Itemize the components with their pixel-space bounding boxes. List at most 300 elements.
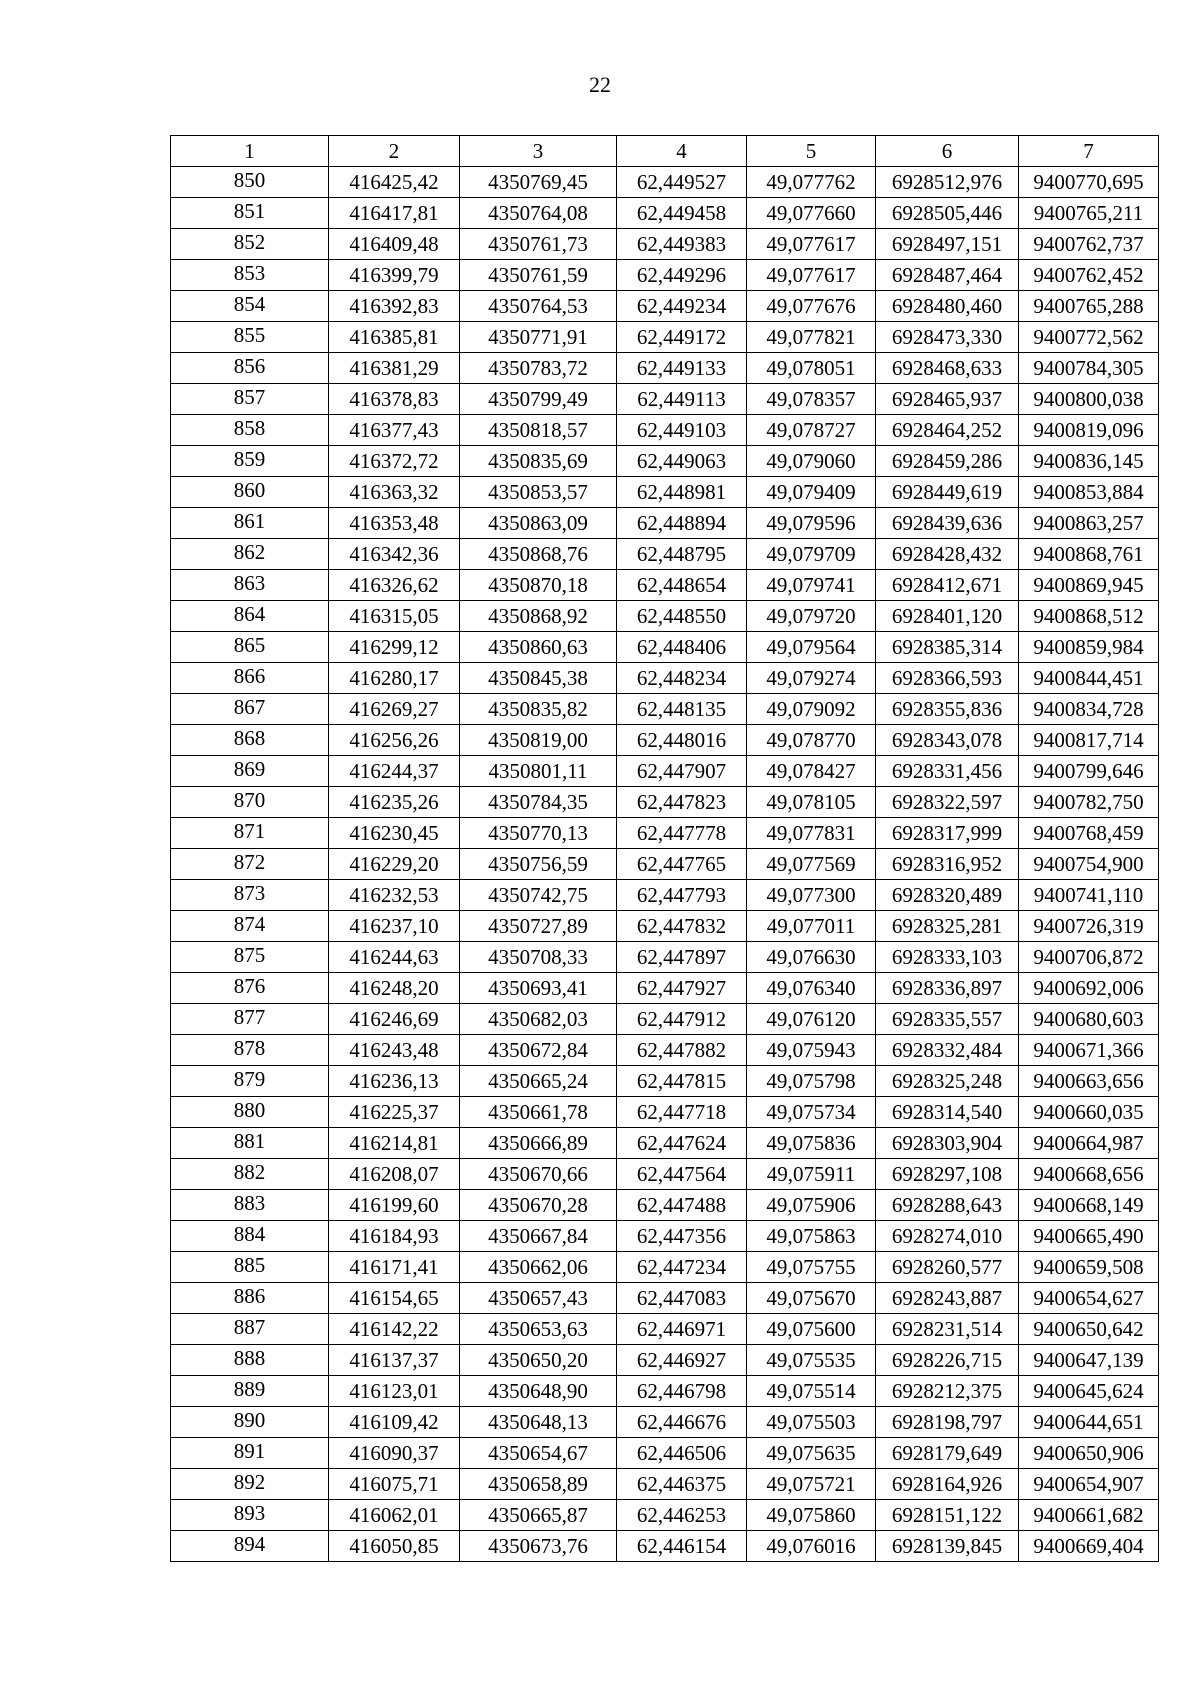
table-cell-col-2: 416392,83: [329, 291, 460, 322]
table-cell-col-6: 6928428,432: [876, 539, 1019, 570]
table-cell-col-7: 9400754,900: [1019, 849, 1159, 880]
table-cell-col-3: 4350819,00: [460, 725, 617, 756]
table-cell-col-4: 62,446927: [617, 1345, 747, 1376]
table-cell-col-2: 416062,01: [329, 1500, 460, 1531]
table-row: [171, 322, 1159, 353]
table-cell-col-1: 885: [171, 1252, 329, 1283]
table-row: [171, 725, 1159, 756]
table-cell-col-5: 49,077660: [747, 198, 876, 229]
table-cell-col-4: 62,448981: [617, 477, 747, 508]
table-cell-col-5: 49,075836: [747, 1128, 876, 1159]
table-cell-col-7: 9400654,627: [1019, 1283, 1159, 1314]
table-cell-col-1: 874: [171, 911, 329, 942]
table-cell-col-5: 49,079274: [747, 663, 876, 694]
table-row: [171, 1283, 1159, 1314]
table-cell-col-2: 416244,37: [329, 756, 460, 787]
table-cell-col-6: 6928459,286: [876, 446, 1019, 477]
table-cell-col-6: 6928260,577: [876, 1252, 1019, 1283]
table-cell-col-7: 9400726,319: [1019, 911, 1159, 942]
table-cell-col-4: 62,448894: [617, 508, 747, 539]
table-cell-col-5: 49,075535: [747, 1345, 876, 1376]
table-cell-col-4: 62,449527: [617, 167, 747, 198]
table-cell-col-2: 416385,81: [329, 322, 460, 353]
table-cell-col-3: 4350868,92: [460, 601, 617, 632]
table-cell-col-3: 4350853,57: [460, 477, 617, 508]
table-cell-col-4: 62,449133: [617, 353, 747, 384]
table-cell-col-5: 49,077617: [747, 260, 876, 291]
table-cell-col-6: 6928303,904: [876, 1128, 1019, 1159]
table-row: [171, 663, 1159, 694]
table-cell-col-4: 62,447356: [617, 1221, 747, 1252]
table-cell-col-4: 62,449172: [617, 322, 747, 353]
table-row: [171, 694, 1159, 725]
table-cell-col-7: 9400817,714: [1019, 725, 1159, 756]
table-cell-col-6: 6928297,108: [876, 1159, 1019, 1190]
table-cell-col-7: 9400765,211: [1019, 198, 1159, 229]
table-cell-col-7: 9400654,907: [1019, 1469, 1159, 1500]
table-cell-col-7: 9400660,035: [1019, 1097, 1159, 1128]
table-cell-col-3: 4350756,59: [460, 849, 617, 880]
table-cell-col-5: 49,075798: [747, 1066, 876, 1097]
table-cell-col-3: 4350845,38: [460, 663, 617, 694]
table-cell-col-7: 9400669,404: [1019, 1531, 1159, 1562]
table-cell-col-3: 4350667,84: [460, 1221, 617, 1252]
table-cell-col-5: 49,079564: [747, 632, 876, 663]
table-cell-col-3: 4350654,67: [460, 1438, 617, 1469]
table-row: [171, 1469, 1159, 1500]
table-cell-col-5: 49,078427: [747, 756, 876, 787]
table-cell-col-3: 4350860,63: [460, 632, 617, 663]
table-cell-col-2: 416353,48: [329, 508, 460, 539]
table-cell-col-4: 62,449383: [617, 229, 747, 260]
table-cell-col-3: 4350764,53: [460, 291, 617, 322]
table-cell-col-2: 416269,27: [329, 694, 460, 725]
table-row: [171, 756, 1159, 787]
table-cell-col-6: 6928325,281: [876, 911, 1019, 942]
table-row: [171, 911, 1159, 942]
table-cell-col-5: 49,079720: [747, 601, 876, 632]
table-cell-col-2: 416109,42: [329, 1407, 460, 1438]
table-cell-col-7: 9400859,984: [1019, 632, 1159, 663]
table-cell-col-1: 886: [171, 1283, 329, 1314]
table-cell-col-5: 49,077300: [747, 880, 876, 911]
table-cell-col-4: 62,447823: [617, 787, 747, 818]
table-cell-col-1: 863: [171, 570, 329, 601]
table-cell-col-4: 62,448406: [617, 632, 747, 663]
table-row: [171, 787, 1159, 818]
table-cell-col-5: 49,075906: [747, 1190, 876, 1221]
table-cell-col-1: 884: [171, 1221, 329, 1252]
table-cell-col-7: 9400668,656: [1019, 1159, 1159, 1190]
table-cell-col-1: 867: [171, 694, 329, 725]
table-cell-col-1: 894: [171, 1531, 329, 1562]
table-cell-col-3: 4350657,43: [460, 1283, 617, 1314]
table-cell-col-2: 416244,63: [329, 942, 460, 973]
table-cell-col-2: 416299,12: [329, 632, 460, 663]
table-cell-col-2: 416184,93: [329, 1221, 460, 1252]
table-cell-col-4: 62,447488: [617, 1190, 747, 1221]
table-cell-col-2: 416137,37: [329, 1345, 460, 1376]
table-cell-col-7: 9400868,761: [1019, 539, 1159, 570]
table-cell-col-4: 62,446506: [617, 1438, 747, 1469]
table-cell-col-5: 49,078770: [747, 725, 876, 756]
table-row: [171, 1252, 1159, 1283]
table-cell-col-6: 6928505,446: [876, 198, 1019, 229]
table-cell-col-4: 62,447815: [617, 1066, 747, 1097]
table-row: [171, 198, 1159, 229]
table-cell-col-7: 9400762,737: [1019, 229, 1159, 260]
table-cell-col-4: 62,447718: [617, 1097, 747, 1128]
table-row: [171, 415, 1159, 446]
table-cell-col-6: 6928449,619: [876, 477, 1019, 508]
table-cell-col-5: 49,076016: [747, 1531, 876, 1562]
table-cell-col-7: 9400800,038: [1019, 384, 1159, 415]
table-cell-col-2: 416409,48: [329, 229, 460, 260]
table-cell-col-3: 4350771,91: [460, 322, 617, 353]
table-cell-col-7: 9400868,512: [1019, 601, 1159, 632]
table-cell-col-6: 6928231,514: [876, 1314, 1019, 1345]
table-cell-col-4: 62,448135: [617, 694, 747, 725]
table-cell-col-2: 416075,71: [329, 1469, 460, 1500]
table-cell-col-4: 62,448016: [617, 725, 747, 756]
table-cell-col-5: 49,077011: [747, 911, 876, 942]
table-cell-col-6: 6928331,456: [876, 756, 1019, 787]
table-cell-col-4: 62,447564: [617, 1159, 747, 1190]
table-cell-col-3: 4350665,24: [460, 1066, 617, 1097]
table-cell-col-1: 889: [171, 1376, 329, 1407]
table-cell-col-1: 892: [171, 1469, 329, 1500]
table-row: [171, 353, 1159, 384]
table-cell-col-2: 416154,65: [329, 1283, 460, 1314]
table-row: [171, 849, 1159, 880]
table-cell-col-7: 9400765,288: [1019, 291, 1159, 322]
table-cell-col-3: 4350769,45: [460, 167, 617, 198]
table-cell-col-1: 853: [171, 260, 329, 291]
table-cell-col-3: 4350658,89: [460, 1469, 617, 1500]
table-cell-col-7: 9400869,945: [1019, 570, 1159, 601]
table-cell-col-1: 859: [171, 446, 329, 477]
table-cell-col-2: 416229,20: [329, 849, 460, 880]
table-cell-col-1: 871: [171, 818, 329, 849]
table-cell-col-4: 62,447234: [617, 1252, 747, 1283]
table-cell-col-2: 416246,69: [329, 1004, 460, 1035]
table-cell-col-2: 416248,20: [329, 973, 460, 1004]
table-cell-col-2: 416342,36: [329, 539, 460, 570]
table-cell-col-5: 49,079409: [747, 477, 876, 508]
table-cell-col-3: 4350670,66: [460, 1159, 617, 1190]
table-cell-col-1: 873: [171, 880, 329, 911]
table-cell-col-2: 416363,32: [329, 477, 460, 508]
table-cell-col-7: 9400741,110: [1019, 880, 1159, 911]
table-cell-col-1: 869: [171, 756, 329, 787]
table-cell-col-2: 416225,37: [329, 1097, 460, 1128]
table-cell-col-4: 62,449234: [617, 291, 747, 322]
table-cell-col-5: 49,075600: [747, 1314, 876, 1345]
table-cell-col-1: 878: [171, 1035, 329, 1066]
table-row: [171, 1438, 1159, 1469]
table-cell-col-4: 62,446971: [617, 1314, 747, 1345]
table-row: [171, 539, 1159, 570]
table-cell-col-5: 49,075503: [747, 1407, 876, 1438]
table-cell-col-7: 9400782,750: [1019, 787, 1159, 818]
table-cell-col-4: 62,448550: [617, 601, 747, 632]
table-row: [171, 1128, 1159, 1159]
table-cell-col-3: 4350666,89: [460, 1128, 617, 1159]
table-row: [171, 880, 1159, 911]
table-cell-col-7: 9400784,305: [1019, 353, 1159, 384]
table-cell-col-7: 9400668,149: [1019, 1190, 1159, 1221]
table-cell-col-6: 6928288,643: [876, 1190, 1019, 1221]
table-cell-col-1: 866: [171, 663, 329, 694]
table-cell-col-2: 416425,42: [329, 167, 460, 198]
table-row: [171, 1066, 1159, 1097]
table-cell-col-2: 416378,83: [329, 384, 460, 415]
table-cell-col-2: 416256,26: [329, 725, 460, 756]
table-cell-col-7: 9400768,459: [1019, 818, 1159, 849]
table-cell-col-4: 62,449458: [617, 198, 747, 229]
table-cell-col-1: 854: [171, 291, 329, 322]
table-cell-col-5: 49,075514: [747, 1376, 876, 1407]
table-cell-col-5: 49,075635: [747, 1438, 876, 1469]
table-cell-col-3: 4350761,73: [460, 229, 617, 260]
table-row: [171, 1531, 1159, 1562]
table-cell-col-4: 62,447927: [617, 973, 747, 1004]
table-cell-col-1: 888: [171, 1345, 329, 1376]
table-cell-col-4: 62,447912: [617, 1004, 747, 1035]
table-cell-col-5: 49,077762: [747, 167, 876, 198]
table-cell-col-2: 416123,01: [329, 1376, 460, 1407]
table-cell-col-2: 416142,22: [329, 1314, 460, 1345]
table-cell-col-5: 49,075734: [747, 1097, 876, 1128]
table-row: [171, 818, 1159, 849]
table-cell-col-2: 416237,10: [329, 911, 460, 942]
table-row: [171, 1407, 1159, 1438]
table-cell-col-6: 6928317,999: [876, 818, 1019, 849]
table-cell-col-1: 891: [171, 1438, 329, 1469]
table-cell-col-5: 49,075721: [747, 1469, 876, 1500]
table-cell-col-1: 850: [171, 167, 329, 198]
column-header-4: 4: [617, 136, 747, 167]
table-cell-col-1: 876: [171, 973, 329, 1004]
table-cell-col-7: 9400680,603: [1019, 1004, 1159, 1035]
table-cell-col-6: 6928333,103: [876, 942, 1019, 973]
table-cell-col-1: 858: [171, 415, 329, 446]
table-cell-col-1: 887: [171, 1314, 329, 1345]
table-cell-col-4: 62,448654: [617, 570, 747, 601]
table-row: [171, 1190, 1159, 1221]
table-cell-col-6: 6928468,633: [876, 353, 1019, 384]
table-cell-col-7: 9400650,642: [1019, 1314, 1159, 1345]
table-cell-col-5: 49,077831: [747, 818, 876, 849]
table-cell-col-2: 416171,41: [329, 1252, 460, 1283]
column-header-6: 6: [876, 136, 1019, 167]
table-cell-col-5: 49,075863: [747, 1221, 876, 1252]
table-cell-col-2: 416243,48: [329, 1035, 460, 1066]
table-cell-col-4: 62,447897: [617, 942, 747, 973]
table-cell-col-7: 9400762,452: [1019, 260, 1159, 291]
table-cell-col-6: 6928343,078: [876, 725, 1019, 756]
table-cell-col-7: 9400834,728: [1019, 694, 1159, 725]
table-row: [171, 1376, 1159, 1407]
table-row: [171, 1314, 1159, 1345]
table-cell-col-6: 6928322,597: [876, 787, 1019, 818]
table-cell-col-5: 49,079741: [747, 570, 876, 601]
table-cell-col-6: 6928179,649: [876, 1438, 1019, 1469]
table-cell-col-6: 6928164,926: [876, 1469, 1019, 1500]
table-cell-col-3: 4350742,75: [460, 880, 617, 911]
table-cell-col-3: 4350818,57: [460, 415, 617, 446]
table-cell-col-2: 416417,81: [329, 198, 460, 229]
table-cell-col-1: 879: [171, 1066, 329, 1097]
table-cell-col-1: 882: [171, 1159, 329, 1190]
table-cell-col-1: 862: [171, 539, 329, 570]
table-cell-col-4: 62,446154: [617, 1531, 747, 1562]
table-cell-col-6: 6928464,252: [876, 415, 1019, 446]
table-cell-col-7: 9400663,656: [1019, 1066, 1159, 1097]
table-cell-col-4: 62,449296: [617, 260, 747, 291]
page-number: 22: [589, 72, 611, 97]
table-cell-col-3: 4350653,63: [460, 1314, 617, 1345]
table-cell-col-6: 6928325,248: [876, 1066, 1019, 1097]
table-cell-col-7: 9400661,682: [1019, 1500, 1159, 1531]
table-cell-col-3: 4350661,78: [460, 1097, 617, 1128]
table-cell-col-6: 6928465,937: [876, 384, 1019, 415]
table-cell-col-5: 49,075911: [747, 1159, 876, 1190]
header-row: [171, 136, 1159, 167]
table-cell-col-2: 416236,13: [329, 1066, 460, 1097]
column-header-1: 1: [171, 136, 329, 167]
table-cell-col-1: 861: [171, 508, 329, 539]
table-cell-col-2: 416381,29: [329, 353, 460, 384]
table-cell-col-3: 4350673,76: [460, 1531, 617, 1562]
table-cell-col-2: 416208,07: [329, 1159, 460, 1190]
table-cell-col-7: 9400863,257: [1019, 508, 1159, 539]
table-cell-col-6: 6928274,010: [876, 1221, 1019, 1252]
table-cell-col-7: 9400664,987: [1019, 1128, 1159, 1159]
table-cell-col-3: 4350801,11: [460, 756, 617, 787]
table-cell-col-4: 62,447907: [617, 756, 747, 787]
table-cell-col-1: 865: [171, 632, 329, 663]
table-cell-col-6: 6928480,460: [876, 291, 1019, 322]
table-cell-col-3: 4350784,35: [460, 787, 617, 818]
table-row: [171, 1221, 1159, 1252]
table-cell-col-2: 416315,05: [329, 601, 460, 632]
table-cell-col-1: 864: [171, 601, 329, 632]
table-row: [171, 1004, 1159, 1035]
table-cell-col-7: 9400647,139: [1019, 1345, 1159, 1376]
table-cell-col-4: 62,448234: [617, 663, 747, 694]
table-cell-col-4: 62,447793: [617, 880, 747, 911]
table-cell-col-1: 856: [171, 353, 329, 384]
table-cell-col-5: 49,076630: [747, 942, 876, 973]
table-cell-col-4: 62,446375: [617, 1469, 747, 1500]
table-cell-col-5: 49,078357: [747, 384, 876, 415]
table-cell-col-4: 62,447765: [617, 849, 747, 880]
table-cell-col-1: 870: [171, 787, 329, 818]
table-cell-col-1: 855: [171, 322, 329, 353]
table-cell-col-1: 851: [171, 198, 329, 229]
table-cell-col-6: 6928335,557: [876, 1004, 1019, 1035]
table-cell-col-1: 877: [171, 1004, 329, 1035]
table-cell-col-7: 9400772,562: [1019, 322, 1159, 353]
table-cell-col-4: 62,447624: [617, 1128, 747, 1159]
table-row: [171, 291, 1159, 322]
table-cell-col-6: 6928385,314: [876, 632, 1019, 663]
table-cell-col-3: 4350662,06: [460, 1252, 617, 1283]
table-cell-col-7: 9400665,490: [1019, 1221, 1159, 1252]
table-cell-col-5: 49,078727: [747, 415, 876, 446]
table-cell-col-5: 49,079596: [747, 508, 876, 539]
table-cell-col-3: 4350665,87: [460, 1500, 617, 1531]
table-cell-col-1: 875: [171, 942, 329, 973]
table-cell-col-4: 62,448795: [617, 539, 747, 570]
table-cell-col-4: 62,446676: [617, 1407, 747, 1438]
table-cell-col-7: 9400644,651: [1019, 1407, 1159, 1438]
table-body: [171, 167, 1159, 1562]
column-header-2: 2: [329, 136, 460, 167]
table-row: [171, 1097, 1159, 1128]
table-cell-col-5: 49,075943: [747, 1035, 876, 1066]
table-row: [171, 508, 1159, 539]
table-cell-col-2: 416230,45: [329, 818, 460, 849]
table-cell-col-7: 9400671,366: [1019, 1035, 1159, 1066]
table-cell-col-2: 416326,62: [329, 570, 460, 601]
table-cell-col-5: 49,077617: [747, 229, 876, 260]
table-cell-col-5: 49,075670: [747, 1283, 876, 1314]
table-cell-col-7: 9400692,006: [1019, 973, 1159, 1004]
table-cell-col-7: 9400706,872: [1019, 942, 1159, 973]
table-cell-col-1: 883: [171, 1190, 329, 1221]
table-cell-col-4: 62,447882: [617, 1035, 747, 1066]
table-cell-col-6: 6928497,151: [876, 229, 1019, 260]
table-cell-col-6: 6928355,836: [876, 694, 1019, 725]
table-cell-col-6: 6928512,976: [876, 167, 1019, 198]
table-cell-col-5: 49,078105: [747, 787, 876, 818]
table-cell-col-4: 62,449103: [617, 415, 747, 446]
table-cell-col-7: 9400770,695: [1019, 167, 1159, 198]
table-cell-col-5: 49,077569: [747, 849, 876, 880]
table-cell-col-2: 416235,26: [329, 787, 460, 818]
table-cell-col-3: 4350670,28: [460, 1190, 617, 1221]
column-header-3: 3: [460, 136, 617, 167]
table-cell-col-3: 4350770,13: [460, 818, 617, 849]
table-cell-col-5: 49,079709: [747, 539, 876, 570]
table-row: [171, 601, 1159, 632]
table-cell-col-1: 890: [171, 1407, 329, 1438]
table-cell-col-6: 6928332,484: [876, 1035, 1019, 1066]
table-cell-col-4: 62,449113: [617, 384, 747, 415]
table-cell-col-2: 416199,60: [329, 1190, 460, 1221]
table-cell-col-3: 4350764,08: [460, 198, 617, 229]
table-cell-col-6: 6928212,375: [876, 1376, 1019, 1407]
table-cell-col-2: 416280,17: [329, 663, 460, 694]
table-cell-col-5: 49,079060: [747, 446, 876, 477]
table-cell-col-2: 416372,72: [329, 446, 460, 477]
table-cell-col-3: 4350682,03: [460, 1004, 617, 1035]
coordinates-table: [170, 135, 1159, 1562]
table-cell-col-3: 4350672,84: [460, 1035, 617, 1066]
table-cell-col-2: 416090,37: [329, 1438, 460, 1469]
table-cell-col-7: 9400836,145: [1019, 446, 1159, 477]
table-cell-col-4: 62,447832: [617, 911, 747, 942]
table-row: [171, 1159, 1159, 1190]
table-cell-col-2: 416050,85: [329, 1531, 460, 1562]
table-cell-col-6: 6928473,330: [876, 322, 1019, 353]
table-cell-col-3: 4350799,49: [460, 384, 617, 415]
table-header: [171, 136, 1159, 167]
table-row: [171, 477, 1159, 508]
table-cell-col-4: 62,446253: [617, 1500, 747, 1531]
